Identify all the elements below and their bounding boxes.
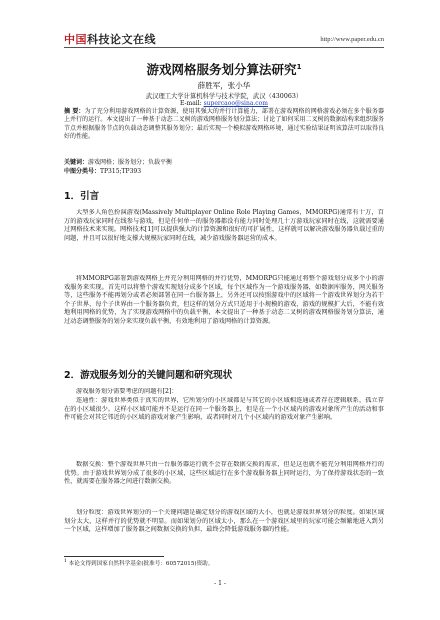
abstract-text: 为了充分利用游戏网格的计算资源，使用其强大的并行计算能力，部署在游戏网格的网格游戏必须在多个服务器上并行的运行。本文提出了一种基于动态二叉树的游戏网格服务划分算法；讨论了如何采用二叉树的数据结构来组织服务节点并根据服务节点的负载动态调整其服务划分；最后实现一个模拟游戏网格环境，通过实验结果证明该算法可以取得良好的性能。 bbox=[64, 108, 384, 141]
footnote bbox=[64, 559, 213, 567]
email-label: E-mail: bbox=[180, 100, 202, 107]
keywords bbox=[64, 157, 384, 166]
paper-title bbox=[64, 60, 384, 78]
logo-text-part1: 中国 bbox=[64, 33, 87, 46]
footnote-mark: 1 bbox=[64, 559, 67, 565]
clc-text: TP315;TP393 bbox=[100, 168, 142, 175]
clc-number bbox=[64, 166, 384, 175]
abstract-label: 摘 要： bbox=[64, 108, 85, 115]
clc-label: 中图分类号： bbox=[64, 168, 101, 175]
keywords-label: 关键词： bbox=[64, 159, 89, 166]
page-number: - 1 - bbox=[214, 580, 226, 587]
header-divider bbox=[64, 47, 384, 48]
keywords-text: 游戏网格；服务划分；负载平衡 bbox=[88, 159, 173, 166]
footnote-divider bbox=[64, 556, 164, 557]
author-email bbox=[64, 100, 384, 107]
intro-paragraph-2: 将MMORPG部署到游戏网格上并充分利用网格的并行优势，MMORPG只能通过将整个游戏划分成多个小的游戏服务来实现。首先可以将整个游戏实现划分成多个区域，每个区域作为一个游戏服务器，如数据库服务，网关服务等，这些服务不能再划分或者必须部署在同一台服务器上，另外还可以按照游戏中的区域将一个游戏世界划分为若干个子世界，每个子世界由一个服务器负责，但这样的划分方式只适用于小规模的游戏，游戏的规模扩大后，不能有效地利用网格的优势，为了实现游戏网格中的负载平衡，本文提出了一种基于动态二叉树的游戏网格服务划分算法，通过动态调整服务的划分来实现负载平衡，有效地利用了游戏网格的计算资源。 bbox=[64, 275, 384, 325]
partition-paragraph-4: 划分粒度：游戏世界划分的一个关键问题是确定划分的游戏区域的大小，也就是游戏世界划分的粒度。如果区域划分太大，这样并行的优势就不明显。而如果划分的区域太小，那么在一个游戏区域里的玩家可能会频繁地进入到另一个区域，这样增加了服务器之间数据交换的负担，最终会降低游戏服务器的性能。 bbox=[64, 509, 384, 534]
intro-paragraph-1: 大型多人角色扮演游戏(Massively Multiplayer Online Role Playing Games，MMORPG)通常有十万，百万的游戏玩家同时在线参与游戏，但是任何单一的服务器都没有能力同时处理几十万游戏玩家同时在线，这就需要通过网格技术来实现。网格技术[1]可以提供强大的计算资源和很好的可扩展性，这样就可以解决游戏服务器负载过重的问题，并且可以很好地支撑大规模玩家同时在线，减少游戏服务器运营的成本。 bbox=[64, 209, 384, 242]
paper-authors: 薛胜军，张小华 bbox=[197, 81, 251, 90]
partition-paragraph-2: 连通性：游戏世界类似于真实的世界，它所划分的小区域都是与其它的小区域相连通或者存在逻辑联系，孤立存在的小区域很少。这样小区域可能并不是运行在同一个服务器上，但是在一个小区域内的游戏对象所产生的活动和事件可能会对其它邻近的小区域的游戏对象产生影响，或者同时对几个小区域内的游戏对象产生影响。 bbox=[64, 397, 384, 422]
section-heading-partition: 2．游戏服务划分的关键问题和研究现状 bbox=[64, 370, 233, 381]
paper-title-text: 游戏网格服务划分算法研究 bbox=[146, 62, 297, 77]
footnote-text: 本论文得到国家自然科学基金(批准号：60572015)资助。 bbox=[68, 561, 214, 567]
partition-paragraph-1: 游戏服务划分需要考虑的问题有[2]： bbox=[76, 388, 178, 395]
journal-logo[interactable] bbox=[64, 31, 156, 47]
paper-affiliation: 武汉理工大学计算机科学与技术学院，武汉（430063） bbox=[145, 93, 303, 100]
abstract bbox=[64, 108, 384, 142]
partition-paragraph-3: 数据交换：整个游戏世界只由一台服务器运行就不会存在数据交换的需求，但是这也就不能充分利用网格并行的优势。由于游戏世界划分成了很多的小区域，这些区域运行在多个游戏服务器上同时运行，为了保持游戏状态的一致性，就需要在服务器之间进行数据交换。 bbox=[64, 461, 384, 486]
section-heading-intro: 1．引言 bbox=[64, 191, 100, 202]
title-footnote-mark: 1 bbox=[296, 62, 302, 71]
journal-header bbox=[64, 32, 384, 46]
logo-text-part2: 科技论文在线 bbox=[87, 33, 156, 46]
email-link[interactable]: supercaoo@sina.com bbox=[203, 100, 268, 107]
site-url-link[interactable]: http://www.paper.edu.cn bbox=[320, 35, 384, 43]
